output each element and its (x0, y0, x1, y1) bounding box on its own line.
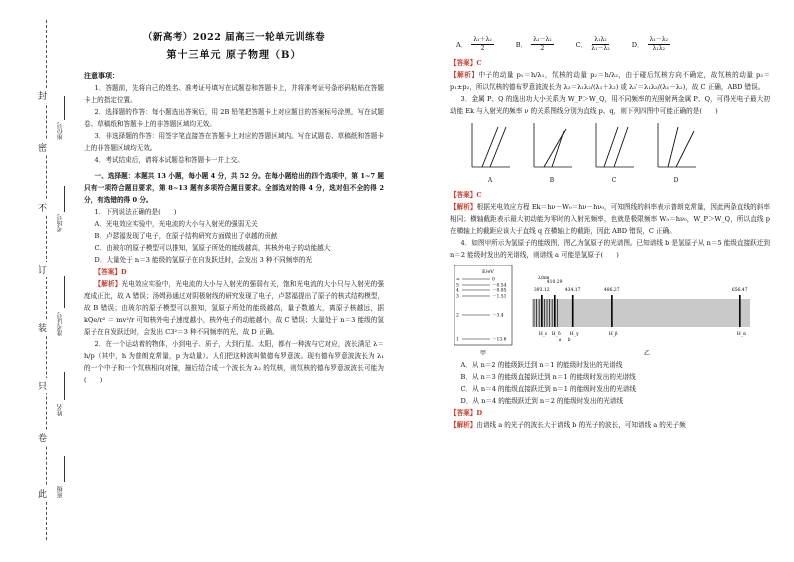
field-underline (64, 96, 65, 120)
q1-analysis (84, 278, 384, 338)
q4-option-c: C．从 n＝4 的能级直接跃迁到 n＝1 的能级时发出的光谱线 (460, 385, 636, 393)
q2-option-b (516, 36, 554, 53)
notice-heading: 注意事项： (84, 71, 119, 80)
spectrum-wavelength-label: 486.27 (603, 288, 620, 293)
answer-label: 【答案】 (94, 268, 121, 276)
analysis-text: 由谱线 a 的光子的波长大于谱线 b 的光子的波长，可知谱线 a 的光子频 (476, 421, 686, 429)
analysis-label: 【解析】 (94, 280, 122, 288)
level-n: 5 (456, 283, 459, 289)
seal-char: 卷 (38, 430, 47, 445)
level-energy: －3.4 (492, 313, 504, 319)
section-intro: 一、选择题：本题共 13 小题，每小题 4 分，共 52 分。在每小题给出的四个选项中，第 1~7 题只有一项符合题目要求，第 8~13 题有多项符合题目要求。全部选对的得 4 分，选对但不全的得 2 分，有选错的得 0 分。 (84, 172, 384, 204)
field-underline (64, 372, 65, 400)
binding-margin (0, 0, 70, 562)
seal-char: 订 (38, 262, 47, 277)
q3-graph-d (654, 121, 698, 187)
analysis-text: 光电效应实验中，光电流的大小与入射光的强弱有关，饱和光电流的大小只与入射光的强度成正比，故 A 错误；汤姆孙通过对阴极射线的研究发现了电子，卢瑟福提出了原子的核式结构模型，故 B 错误；由玻尔的原子模型可以推知，氢原子所处的能级越高，量子数越大，离原子核越远，据 kQe/r² ＝ mv²/r 可知核外电子速度越小，核外电子的动能越小，故 C 错误；大量处于 n＝3 能级的氢原子在自发跃迁时，会发出 C3²＝3 种不同频率的光，故 D 正确。 (84, 280, 385, 336)
frac-den: 2 (480, 45, 485, 52)
unit-title: 第十三单元 原子物理（B） (166, 50, 302, 61)
spectrum-ab-label: b (567, 338, 571, 343)
q1-option-b: B．卢瑟福发现了电子，在原子结构研究方面做出了卓越的贡献 (94, 232, 278, 240)
level-energy: －1.51 (492, 294, 507, 300)
q3-stem: 3．金属 P、Q 的逸出功大小关系为 W_P＞W_Q，用不同频率的光照射两金属 P、Q，可得光电子最大初动能 Ek 与入射光的频率 ν 的关系图线分别为直线 p、q，则下列四图中可能正确的是( ) (450, 95, 770, 115)
q1-option-a: A．光电效应实验中，光电流的大小与入射光的强弱无关 (94, 220, 258, 228)
q4-option-b: B．从 n＝3 的能级直接跃迁到 n＝1 的能级时发出的光谱线 (460, 373, 636, 381)
level-n: 1 (456, 337, 459, 343)
spectrum-mark-label: H_β (608, 332, 618, 337)
q3-graph-c (592, 121, 636, 187)
level-energy: －0.54 (492, 283, 507, 289)
spectrum-wavelength-label: 656.47 (731, 288, 748, 293)
frac-num: λ₁－λ₂ (649, 36, 669, 43)
spectrum-wavelength-label: 393.12 (533, 288, 550, 293)
q4-analysis (450, 419, 770, 431)
analysis-text: 中子的动量 p₁＝h/λ₁，氘核的动量 p₂＝h/λ₂，由于碰后氘核方向不确定，故氘核的动量 p₃＝p₁±p₂，所以氘核的德布罗意波波长为 λ₃＝λ₁λ₂/(λ₁＋λ₂) 或 λ₃′＝λ₁λ₂/(λ₁－λ₂)，故 C 正确，ABD 错误。 (450, 71, 771, 91)
answer-label: 【答案】 (450, 59, 477, 67)
field-exam-room: 考场号 (57, 214, 64, 232)
field-name: 姓名 (57, 404, 64, 416)
q4-option-d: D．从 n＝4 的能级跃迁到 n＝2 的能级时发出的光谱线 (460, 397, 623, 405)
graph-label: B (549, 177, 555, 184)
answer-value: D (476, 409, 483, 417)
notice-item: 1．答题前，先将自己的姓名、准考证号填写在试题卷和答题卡上，并将准考证号条形码粘贴在答题卡上的指定位置。 (84, 84, 384, 104)
figure-label: 乙 (644, 350, 651, 357)
q4-option-a: A．从 n＝2 的能级跃迁到 n＝1 的能级时发出的光谱线 (460, 361, 623, 369)
level-n: 2 (456, 313, 459, 319)
graph-label: C (611, 177, 617, 184)
hydrogen-figure (454, 265, 754, 357)
spectrum-mark-label: H_α (736, 332, 747, 337)
left-column (84, 32, 384, 386)
answer-label: 【答案】 (450, 409, 477, 417)
q3-analysis (450, 201, 770, 237)
ek-graph-icon (654, 121, 698, 171)
seal-char: 密 (38, 140, 47, 155)
q4-stem: 4．如图甲所示为氢原子的能级图，图乙为氢原子的光谱图。已知谱线 b 是氢原子从 n＝5 能级直接跃迁到 n＝2 能级时发出的光谱线，则谱线 a 可能是氢原子( ) (450, 239, 770, 259)
ek-graph-icon (530, 121, 574, 171)
spectrum-unit: λ/nm (538, 276, 550, 281)
seal-char: 不 (38, 200, 47, 215)
field-underline (64, 456, 65, 482)
spectrum-mark-label: H_γ (569, 332, 579, 337)
field-underline (64, 276, 65, 308)
answer-value: C (476, 191, 482, 199)
spectrum-mark-label: H_ε (538, 332, 548, 337)
q4-answer (450, 407, 770, 419)
option-label: A． (456, 40, 468, 49)
q2-answer (450, 57, 770, 69)
notice-item: 3．非选择题的作答：用签字笔直接答在答题卡上对应的答题区域内。写在试题卷、草稿纸和答题卡上的非答题区域均无效。 (84, 132, 384, 152)
field-seat-number: 座位号 (57, 122, 64, 140)
q2-option-a (456, 36, 494, 53)
notice-item: 2．选择题的作答：每小题选出答案后，用 2B 铅笔把答题卡上对应题目的答案标号涂黑，写在试题卷、草稿纸和答题卡上的非答题区域均无效。 (84, 108, 384, 128)
ek-graph-icon (592, 121, 636, 171)
seal-char: 封 (38, 88, 47, 103)
q2-options (450, 36, 770, 53)
frac-num: λ₁＋λ₂ (473, 36, 492, 43)
frac-den: 2 (540, 45, 545, 52)
frac-den: λ₁λ₂ (652, 45, 666, 52)
q1-stem: 1．下列说法正确的是( ) (94, 208, 177, 216)
ek-graph-icon (468, 121, 512, 171)
q3-graph-b (530, 121, 574, 187)
level-energy: －13.6 (492, 337, 507, 343)
analysis-label: 【解析】 (450, 421, 477, 429)
option-label: C． (575, 40, 588, 49)
q3-graphs (468, 121, 770, 187)
level-header: E/eV (482, 269, 494, 275)
answer-value: C (476, 59, 482, 67)
q1-option-d: D．大量处于 n＝3 能级的氢原子在自发跃迁时，会发出 3 种不同频率的光 (94, 256, 313, 264)
right-column (450, 32, 770, 431)
q3-answer (450, 189, 770, 201)
spectrum-ab-label: a (558, 338, 562, 343)
q4-figure (454, 265, 754, 357)
exam-title: （新高考）2022 届高三一轮单元训练卷 (142, 32, 326, 43)
field-ticket-number: 准考证号 (57, 312, 64, 336)
field-class: 班级 (57, 486, 64, 498)
spectrum-wavelength-label: 434.17 (564, 288, 581, 293)
frac-den: λ₁－λ₂ (591, 45, 610, 52)
analysis-text: 根据光电效应方程 Ek＝hν－W₀＝hν－hν₀，可知图线的斜率表示普朗克常量，因此两条直线的斜率相同；横轴截距表示最大初动能为零时的入射光频率，也就是极限频率 W₀＝hν₀，W_P＞W_Q，所以直线 p 在横轴上的截距应该大于直线 q 在横轴上的截距，因此 ABD 错误，C 正确。 (450, 203, 771, 235)
spectrum-band (532, 299, 750, 327)
analysis-label: 【解析】 (450, 71, 479, 79)
q1-answer (84, 266, 384, 278)
option-label: B． (515, 40, 528, 49)
level-energy: 0 (492, 277, 495, 283)
seal-char: 只 (38, 378, 47, 393)
answer-label: 【答案】 (450, 191, 477, 199)
seal-char: 此 (38, 486, 47, 501)
graph-label: D (673, 177, 679, 184)
q1-option-c: C．由玻尔的原子模型可以推知，氢原子所处的能级越高，其核外电子的动能越大 (94, 244, 331, 252)
q2-option-c (576, 36, 610, 53)
level-n: 4 (456, 288, 459, 294)
level-n: 3 (456, 294, 459, 300)
answer-value: D (120, 268, 127, 276)
analysis-label: 【解析】 (450, 203, 477, 211)
frac-num: λ₁λ₂ (594, 36, 607, 43)
frac-num: λ₁－λ₂ (533, 36, 552, 43)
q2-stem: 2．在一个运动着的物体，小到电子、质子，大到行星、太阳，都有一种波与它对应，波长满足 λ＝h/p（其中，h 为普朗克常量，p 为动量）。人们把这种波叫做德布罗意波。现有德布罗意波波长为 λ₁ 的一个中子和一个氘核相向对撞，撞后结合成一个波长为 λ₂ 的氘核，则氘核的德布罗意波波长可能为( ) (84, 340, 384, 384)
level-n: ∞ (456, 277, 460, 283)
spectrum-wavelength-label: 410.29 (546, 280, 563, 285)
level-energy: －0.85 (492, 288, 507, 294)
q3-graph-a (468, 121, 512, 187)
q2-option-d (632, 36, 670, 53)
field-underline (64, 186, 65, 212)
spectrum-mark-label: H_δ (551, 332, 561, 337)
graph-label: A (487, 177, 493, 184)
seal-char: 装 (38, 320, 47, 335)
notice-item: 4．考试结束后，请将本试题卷和答题卡一并上交。 (94, 156, 244, 164)
option-label: D． (631, 40, 644, 49)
q2-analysis (450, 69, 770, 93)
figure-label: 甲 (480, 350, 487, 357)
